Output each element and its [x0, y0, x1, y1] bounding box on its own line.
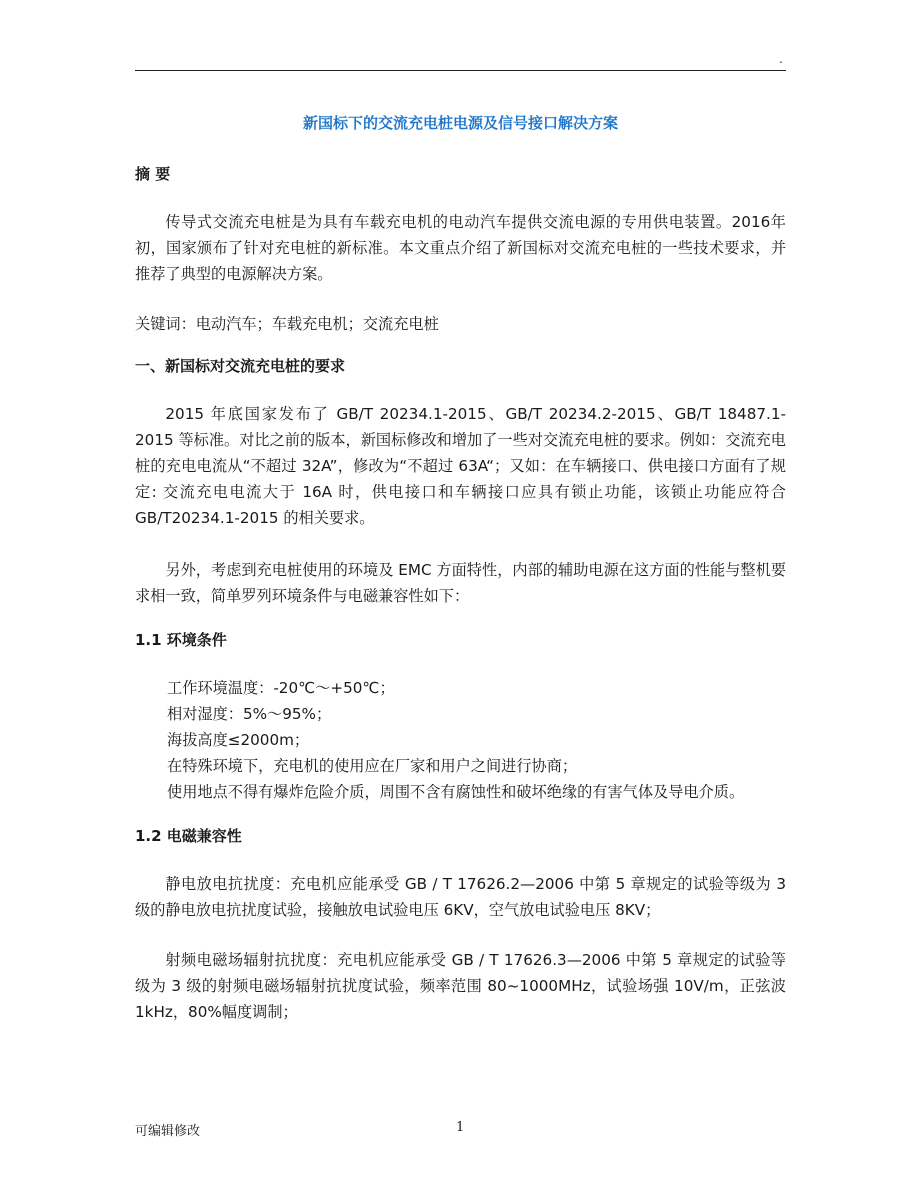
abstract-heading: 摘 要 [135, 165, 171, 183]
document-body [135, 105, 786, 1025]
header-mark: . [779, 52, 783, 66]
page-number: 1 [456, 1120, 465, 1135]
environment-item: 海拔高度≤2000m； [167, 731, 310, 749]
section1-para1: 2015 年底国家发布了 GB/T 20234.1-2015、GB/T 20234.2-2015、GB/T 18487.1-2015 等标准。对比之前的版本，新国标修改和增加了一些对交流充电桩的要求。例如：交流充电桩的充电电流从“不超过 32A”，修改为“不超过 63A“；又如：在车辆接口、供电接口方面有了规定: 交流充电电流大于 16A 时，供电接口和车辆接口应具有锁止功能，该锁止功能应符合 GB/T20234.1-2015 的相关要求。 [135, 405, 786, 527]
section1-2-para2: 射频电磁场辐射抗扰度：充电机应能承受 GB / T 17626.3—2006 中第 5 章规定的试验等级为 3 级的射频电磁场辐射抗扰度试验，频率范围 80~1000MHz，试验场强 10V/m，正弦波 1kHz，80%幅度调制； [135, 951, 786, 1021]
environment-item: 使用地点不得有爆炸危险介质，周围不含有腐蚀性和破坏绝缘的有害气体及导电介质。 [167, 783, 745, 801]
header-rule [135, 70, 786, 71]
footer-note: 可编辑修改 [135, 1124, 201, 1139]
section1-para2: 另外，考虑到充电桩使用的环境及 EMC 方面特性，内部的辅助电源在这方面的性能与整机要求相一致，简单罗列环境条件与电磁兼容性如下： [135, 561, 786, 605]
abstract-body: 传导式交流充电桩是为具有车载充电机的电动汽车提供交流电源的专用供电装置。2016年初，国家颁布了针对充电桩的新标准。本文重点介绍了新国标对交流充电桩的一些技术要求，并推荐了典型的电源解决方案。 [135, 213, 786, 283]
document-title: 新国标下的交流充电桩电源及信号接口解决方案 [302, 114, 618, 132]
environment-list [135, 675, 786, 805]
environment-item: 在特殊环境下，充电机的使用应在厂家和用户之间进行协商； [167, 757, 578, 775]
section1-2-heading: 1.2 电磁兼容性 [135, 827, 242, 845]
section1-2-para1: 静电放电抗扰度：充电机应能承受 GB / T 17626.2—2006 中第 5 章规定的试验等级为 3 级的静电放电抗扰度试验，接触放电试验电压 6KV，空气放电试验电压 8KV； [135, 875, 786, 919]
section1-1-heading: 1.1 环境条件 [135, 631, 227, 649]
environment-item: 工作环境温度：-20℃～+50℃； [167, 679, 395, 697]
keywords: 关键词：电动汽车；车载充电机；交流充电桩 [135, 315, 439, 333]
environment-item: 相对湿度：5%～95%； [167, 705, 332, 723]
section1-heading: 一、新国标对交流充电桩的要求 [135, 357, 346, 375]
